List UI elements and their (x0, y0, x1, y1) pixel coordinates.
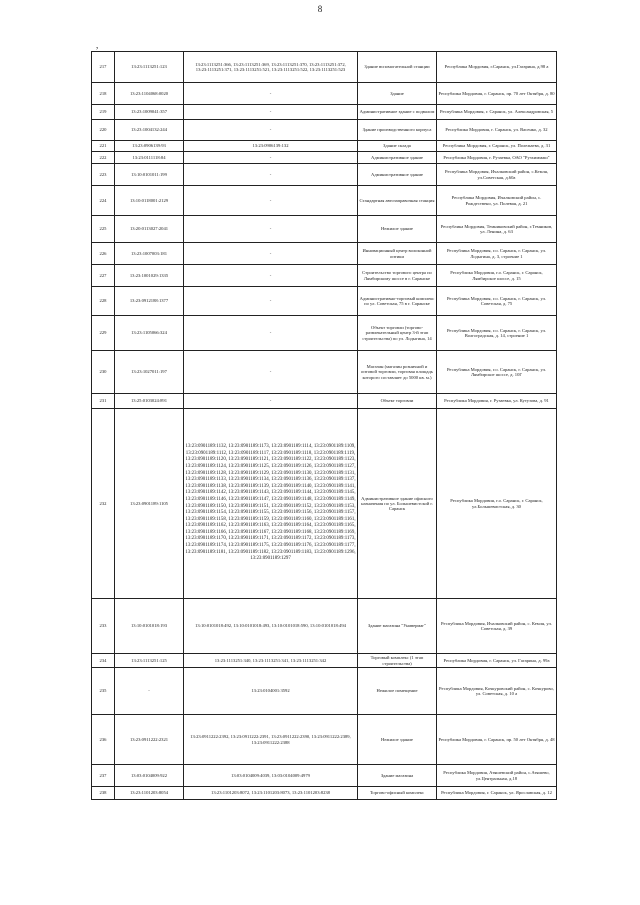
included-objects-cell: - (184, 316, 358, 351)
included-objects-cell: 13:23:0901189:1132, 13:23:0901189:1173, 13:23:0901189:1114, 13:23:0901189:1109, 13:23:0901189:1112, 13:23:0901189:1117, 13:23:0901189:1118, 13:23:0901189:1119, 13:23:0901189:1120, 13:23:0901189:1121, 13:23:0901189:1122, 13:23:0901189:1123, 13:23:0901189:1124, 13:23:0901189:1125, 13:23:0901189:1126, 13:23:0901189:1127, 13:23:0901189:1128, 13:23:0901189:1129, 13:23:0901189:1130, 13:23:0901189:1131, 13:23:0901189:1133, 13:23:0901189:1134, 13:23:0901189:1136, 13:23:0901189:1137, 13:23:0901189:1138, 13:23:0901189:1139, 13:23:0901189:1140, 13:23:0901189:1141, 13:23:0901189:1142, 13:23:0901189:1143, 13:23:0901189:1144, 13:23:0901189:1145, 13:23:0901189:1146, 13:23:0901189:1147, 13:23:0901189:1148, 13:23:0901189:1149, 13:23:0901189:1150, 13:23:0901189:1151, 13:23:0901189:1152, 13:23:0901189:1153, 13:23:0901189:1154, 13:23:0901189:1155, 13:23:0901189:1156, 13:23:0901189:1157, 13:23:0901189:1158, 13:23:0901189:1159, 13:23:0901189:1160, 13:23:0901189:1161, 13:23:0901189:1162, 13:23:0901189:1163, 13:23:0901189:1164, 13:23:0901189:1165, 13:23:0901189:1166, 13:23:0901189:1167, 13:23:0901189:1168, 13:23:0901189:1169, 13:23:0901189:1170, 13:23:0901189:1171, 13:23:0901189:1172, 13:23:0901189:1173, 13:23:0901189:1174, 13:23:0901189:1175, 13:23:0901189:1176, 13:23:0901189:1177, 13:23:0901189:1181, 13:23:0901189:1182, 13:23:0901189:1183, 13:23:0901189:1296, 13:23:0901189:1297 (184, 409, 358, 599)
table-row (92, 105, 557, 120)
object-name-cell: Административное здание (358, 152, 437, 164)
row-number-cell: 236 (92, 715, 115, 765)
address-cell: Республика Мордовия, г. Рузаевка, ул. Кутузова, д. 91 (437, 394, 557, 409)
included-objects-cell: - (184, 287, 358, 316)
address-cell: Республика Мордовия, г. Саранск, ул. Ярославская, д. 12 (437, 787, 557, 800)
included-objects-cell: - (184, 394, 358, 409)
cadastral-number-cell: 13:23:1101203:8054 (115, 787, 184, 800)
row-number-cell: 228 (92, 287, 115, 316)
object-name-cell: Магазин (магазин розничной и оптовой торговли, торговая площадь которого составляет до 5000 кв. м.) (358, 351, 437, 394)
cadastral-number-cell: 13:23:0111118:84 (115, 152, 184, 164)
table-row (92, 120, 557, 141)
cadastral-number-cell: 13:23:0906139:93 (115, 141, 184, 152)
row-number-cell: 224 (92, 186, 115, 216)
table-row (92, 52, 557, 83)
table-row (92, 787, 557, 800)
cadastral-number-cell: 13:23:1113251:123 (115, 52, 184, 83)
included-objects-cell: - (184, 105, 358, 120)
cadastral-number-cell: 13:23:1004132:244 (115, 120, 184, 141)
cadastral-number-cell: 13:23:1113251:125 (115, 654, 184, 668)
cadastral-number-cell: 13:03:0104009:922 (115, 765, 184, 787)
row-number-cell: 222 (92, 152, 115, 164)
included-objects-cell: 13:10:0101018:492, 13:10:0101018:493, 13:10:0101018:590, 13:10:0101018:494 (184, 599, 358, 654)
address-cell: Республика Мордовия, г. Саранск, пр. 50 лет Октября, д. 48 (437, 715, 557, 765)
object-name-cell: Здание (358, 83, 437, 105)
row-number-cell: 225 (92, 216, 115, 243)
address-cell: Республика Мордовия, г.о. Саранск, г. Саранск, ул.Большевистская, д. 30 (437, 409, 557, 599)
row-number-cell: 233 (92, 599, 115, 654)
row-number-cell: 235 (92, 668, 115, 715)
object-name-cell: Нежилое помещение (358, 668, 437, 715)
object-name-cell: Здание магазина "Универмаг" (358, 599, 437, 654)
page-mark: , (96, 40, 99, 50)
table-row (92, 186, 557, 216)
address-cell: Республика Мордовия, г.о. Саранск, г. Саранск, ул. Советская, д. 75 (437, 287, 557, 316)
row-number-cell: 227 (92, 265, 115, 287)
included-objects-cell: - (184, 83, 358, 105)
row-number-cell: 219 (92, 105, 115, 120)
address-cell: Республика Мордовия, г.о. Саранск, г. Саранск, Лямбирское шоссе, д. 15 (437, 265, 557, 287)
object-name-cell: Здание производственного корпуса (358, 120, 437, 141)
object-name-cell: Торгово-офисный комплекс (358, 787, 437, 800)
included-objects-cell: 13:23:1113251:366, 13:23:1113251:369, 13:23:1113251:370, 13:23:1113251:372, 13:23:1113251:371, 13:23:1113251:521, 13:23:1113251:522, 13:23:1113251:523 (184, 52, 358, 83)
address-cell: Республика Мордовия, Атяшевский район, с.Атяшево, ул.Центральная, д.18 (437, 765, 557, 787)
table-row (92, 668, 557, 715)
object-name-cell: Инновационный центр волоконной оптики (358, 243, 437, 265)
table-row (92, 316, 557, 351)
table-row (92, 654, 557, 668)
row-number-cell: 226 (92, 243, 115, 265)
object-name-cell: Здание вспомогательной станции (358, 52, 437, 83)
cadastral-number-cell: - (115, 668, 184, 715)
cadastral-number-cell: 13:23:1001029:1335 (115, 265, 184, 287)
address-cell: Республика Мордовия, г. Саранск, ул. Александровская, 5 (437, 105, 557, 120)
included-objects-cell: - (184, 164, 358, 186)
table-row (92, 715, 557, 765)
address-cell: Республика Мордовия, Ичалковский район, с.Кемля, ул.Советская, д.60а (437, 164, 557, 186)
row-number-cell: 237 (92, 765, 115, 787)
row-number-cell: 221 (92, 141, 115, 152)
property-table (91, 51, 557, 800)
table-row (92, 216, 557, 243)
object-name-cell: Нежилое здание (358, 216, 437, 243)
table-row (92, 141, 557, 152)
table-row (92, 351, 557, 394)
included-objects-cell: 13:23:1113251:340, 13:23:1113251:341, 13:23:1113251:342 (184, 654, 358, 668)
row-number-cell: 234 (92, 654, 115, 668)
row-number-cell: 217 (92, 52, 115, 83)
cadastral-number-cell: 13:10:0101011:199 (115, 164, 184, 186)
cadastral-number-cell: 13:23:1009041:357 (115, 105, 184, 120)
included-objects-cell: 13:03:0104009:4039, 13:03:0104009:4979 (184, 765, 358, 787)
cadastral-number-cell: 13:23:1007003:181 (115, 243, 184, 265)
row-number-cell: 232 (92, 409, 115, 599)
cadastral-number-cell: 13:20:0113027:2041 (115, 216, 184, 243)
cadastral-number-cell: 13:23:1027011:197 (115, 351, 184, 394)
object-name-cell: Административное здание с подвалом (358, 105, 437, 120)
cadastral-number-cell: 13:25:0103024:891 (115, 394, 184, 409)
table-row (92, 765, 557, 787)
object-name-cell: Здание склада (358, 141, 437, 152)
address-cell: Республика Мордовия, г. Саранск, ул. Васенко, д. 32 (437, 120, 557, 141)
table-row (92, 83, 557, 105)
cadastral-number-cell: 13:23:1104068:0020 (115, 83, 184, 105)
row-number-cell: 238 (92, 787, 115, 800)
address-cell: Республика Мордовия, г.Саранск, ул.Гагарина, д.98 а (437, 52, 557, 83)
table-row (92, 287, 557, 316)
object-name-cell: Объект торговли (358, 394, 437, 409)
address-cell: Республика Мордовия, г. Саранск, пр. 70 лет Октября, д. 80 (437, 83, 557, 105)
table-row (92, 243, 557, 265)
included-objects-cell: 13:23:0911222:2392, 13:23:0911222:2391, 13:23:0911222:2390, 13:23:0911222:2389, 13:23:0911222:2388 (184, 715, 358, 765)
cadastral-number-cell: 13:10:0101018:193 (115, 599, 184, 654)
included-objects-cell: 13:23:1101203:8072, 13:23:1101203:8073, 13:23:1101203:8238 (184, 787, 358, 800)
row-number-cell: 230 (92, 351, 115, 394)
object-name-cell: Нежилое здание (358, 715, 437, 765)
cadastral-number-cell: 13:23:0912188:1377 (115, 287, 184, 316)
included-objects-cell: - (184, 120, 358, 141)
address-cell: Республика Мордовия, Ичалковский район, с. Рождествено, ул. Полевая, д. 21 (437, 186, 557, 216)
row-number-cell: 229 (92, 316, 115, 351)
included-objects-cell: - (184, 186, 358, 216)
cadastral-number-cell: 13:23:0901189:1105 (115, 409, 184, 599)
object-name-cell: Торговый комплекс (1 этап строительства) (358, 654, 437, 668)
address-cell: Республика Мордовия, Темниковский район, г.Темников, ул. Ленина, д. 63 (437, 216, 557, 243)
cadastral-number-cell: 13:23:1105066:324 (115, 316, 184, 351)
address-cell: Республика Мордовия, г. Рузаевка, ОАО "Рузхиммаш" (437, 152, 557, 164)
address-cell: Республика Мордовия, г.о. Саранск, г. Саранск, ул. Лодыгина, д. 3, строение 1 (437, 243, 557, 265)
included-objects-cell: - (184, 152, 358, 164)
row-number-cell: 231 (92, 394, 115, 409)
included-objects-cell: - (184, 216, 358, 243)
included-objects-cell: - (184, 351, 358, 394)
object-name-cell: Административное здание (358, 164, 437, 186)
object-name-cell: Объект торговли (торгово-развлекательный центр 3-й этап строительства) по ул. Лодыгина, 14 (358, 316, 437, 351)
cadastral-number-cell: 13:23:0911222:2321 (115, 715, 184, 765)
address-cell: Республика Мордовия, г.о. Саранск, г. Саранск, ул. Лямбирское шоссе, д. 10Г (437, 351, 557, 394)
address-cell: Республика Мордовия, Кочкуровский район, с. Кочкурово, ул. Советская, д. 10 а (437, 668, 557, 715)
address-cell: Республика Мордовия, Ичалковский район, с. Кемля, ул. Советская, д. 39 (437, 599, 557, 654)
object-name-cell: Административное здание офисного назначения по ул. Большевистской г. Саранск (358, 409, 437, 599)
row-number-cell: 218 (92, 83, 115, 105)
address-cell: Республика Мордовия, г. Саранск, ул. Полежаева, д. 31 (437, 141, 557, 152)
address-cell: Республика Мордовия, г. Саранск, ул. Гагарина, д. 99а (437, 654, 557, 668)
object-name-cell: Стандартная автозаправочная станция (358, 186, 437, 216)
object-name-cell: Строительство торгового центра по Лямбирскому шоссе в г. Саранске (358, 265, 437, 287)
table-row (92, 599, 557, 654)
table-row (92, 152, 557, 164)
table-row (92, 265, 557, 287)
included-objects-cell: 13:23:0906139:132 (184, 141, 358, 152)
table-row (92, 409, 557, 599)
included-objects-cell: - (184, 265, 358, 287)
table-row (92, 164, 557, 186)
table-row (92, 394, 557, 409)
cadastral-number-cell: 13:10:0118001:2129 (115, 186, 184, 216)
row-number-cell: 223 (92, 164, 115, 186)
object-name-cell: Здание магазина (358, 765, 437, 787)
page-number: 8 (317, 4, 323, 14)
object-name-cell: Административно-торговый комплекс по ул. Советская, 75 в г. Саранске (358, 287, 437, 316)
row-number-cell: 220 (92, 120, 115, 141)
included-objects-cell: 13:23:0104001:3592 (184, 668, 358, 715)
property-table-body (92, 52, 557, 800)
included-objects-cell: - (184, 243, 358, 265)
address-cell: Республика Мордовия, г.о. Саранск, г. Саранск, ул. Волгоградская, д. 14, строение 1 (437, 316, 557, 351)
